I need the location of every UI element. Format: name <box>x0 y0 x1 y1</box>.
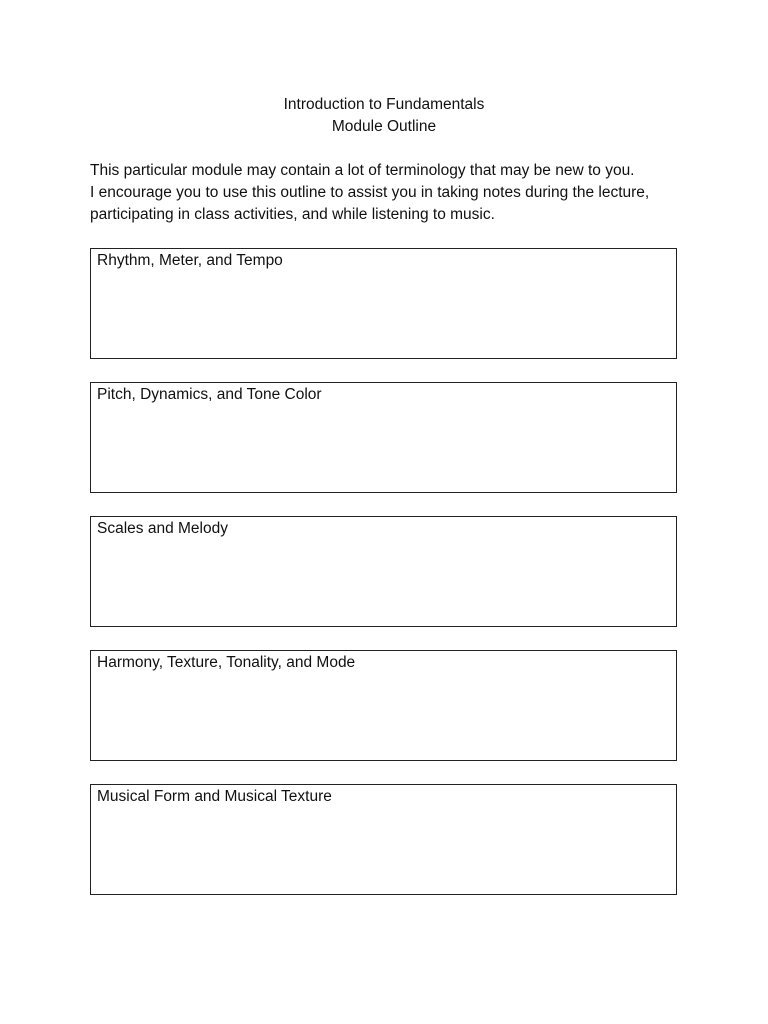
intro-line-1: This particular module may contain a lot of terminology that may be new to you. <box>90 162 635 179</box>
notes-box-label: Rhythm, Meter, and Tempo <box>97 252 283 269</box>
notes-box-label: Scales and Melody <box>97 520 228 537</box>
title-block <box>0 94 768 138</box>
document-subtitle: Module Outline <box>331 118 437 135</box>
notes-box-label: Musical Form and Musical Texture <box>97 788 332 805</box>
notes-box-rhythm <box>90 248 677 359</box>
notes-box-form <box>90 784 677 895</box>
intro-line-3: participating in class activities, and while listening to music. <box>90 206 495 223</box>
notes-box-scales <box>90 516 677 627</box>
notes-box-label: Harmony, Texture, Tonality, and Mode <box>97 654 356 671</box>
notes-box-harmony <box>90 650 677 761</box>
notes-box-label: Pitch, Dynamics, and Tone Color <box>97 386 322 403</box>
intro-line-2: I encourage you to use this outline to assist you in taking notes during the lecture, <box>90 184 650 201</box>
notes-box-pitch <box>90 382 677 493</box>
document-title: Introduction to Fundamentals <box>283 96 485 113</box>
intro-paragraph <box>90 160 690 226</box>
